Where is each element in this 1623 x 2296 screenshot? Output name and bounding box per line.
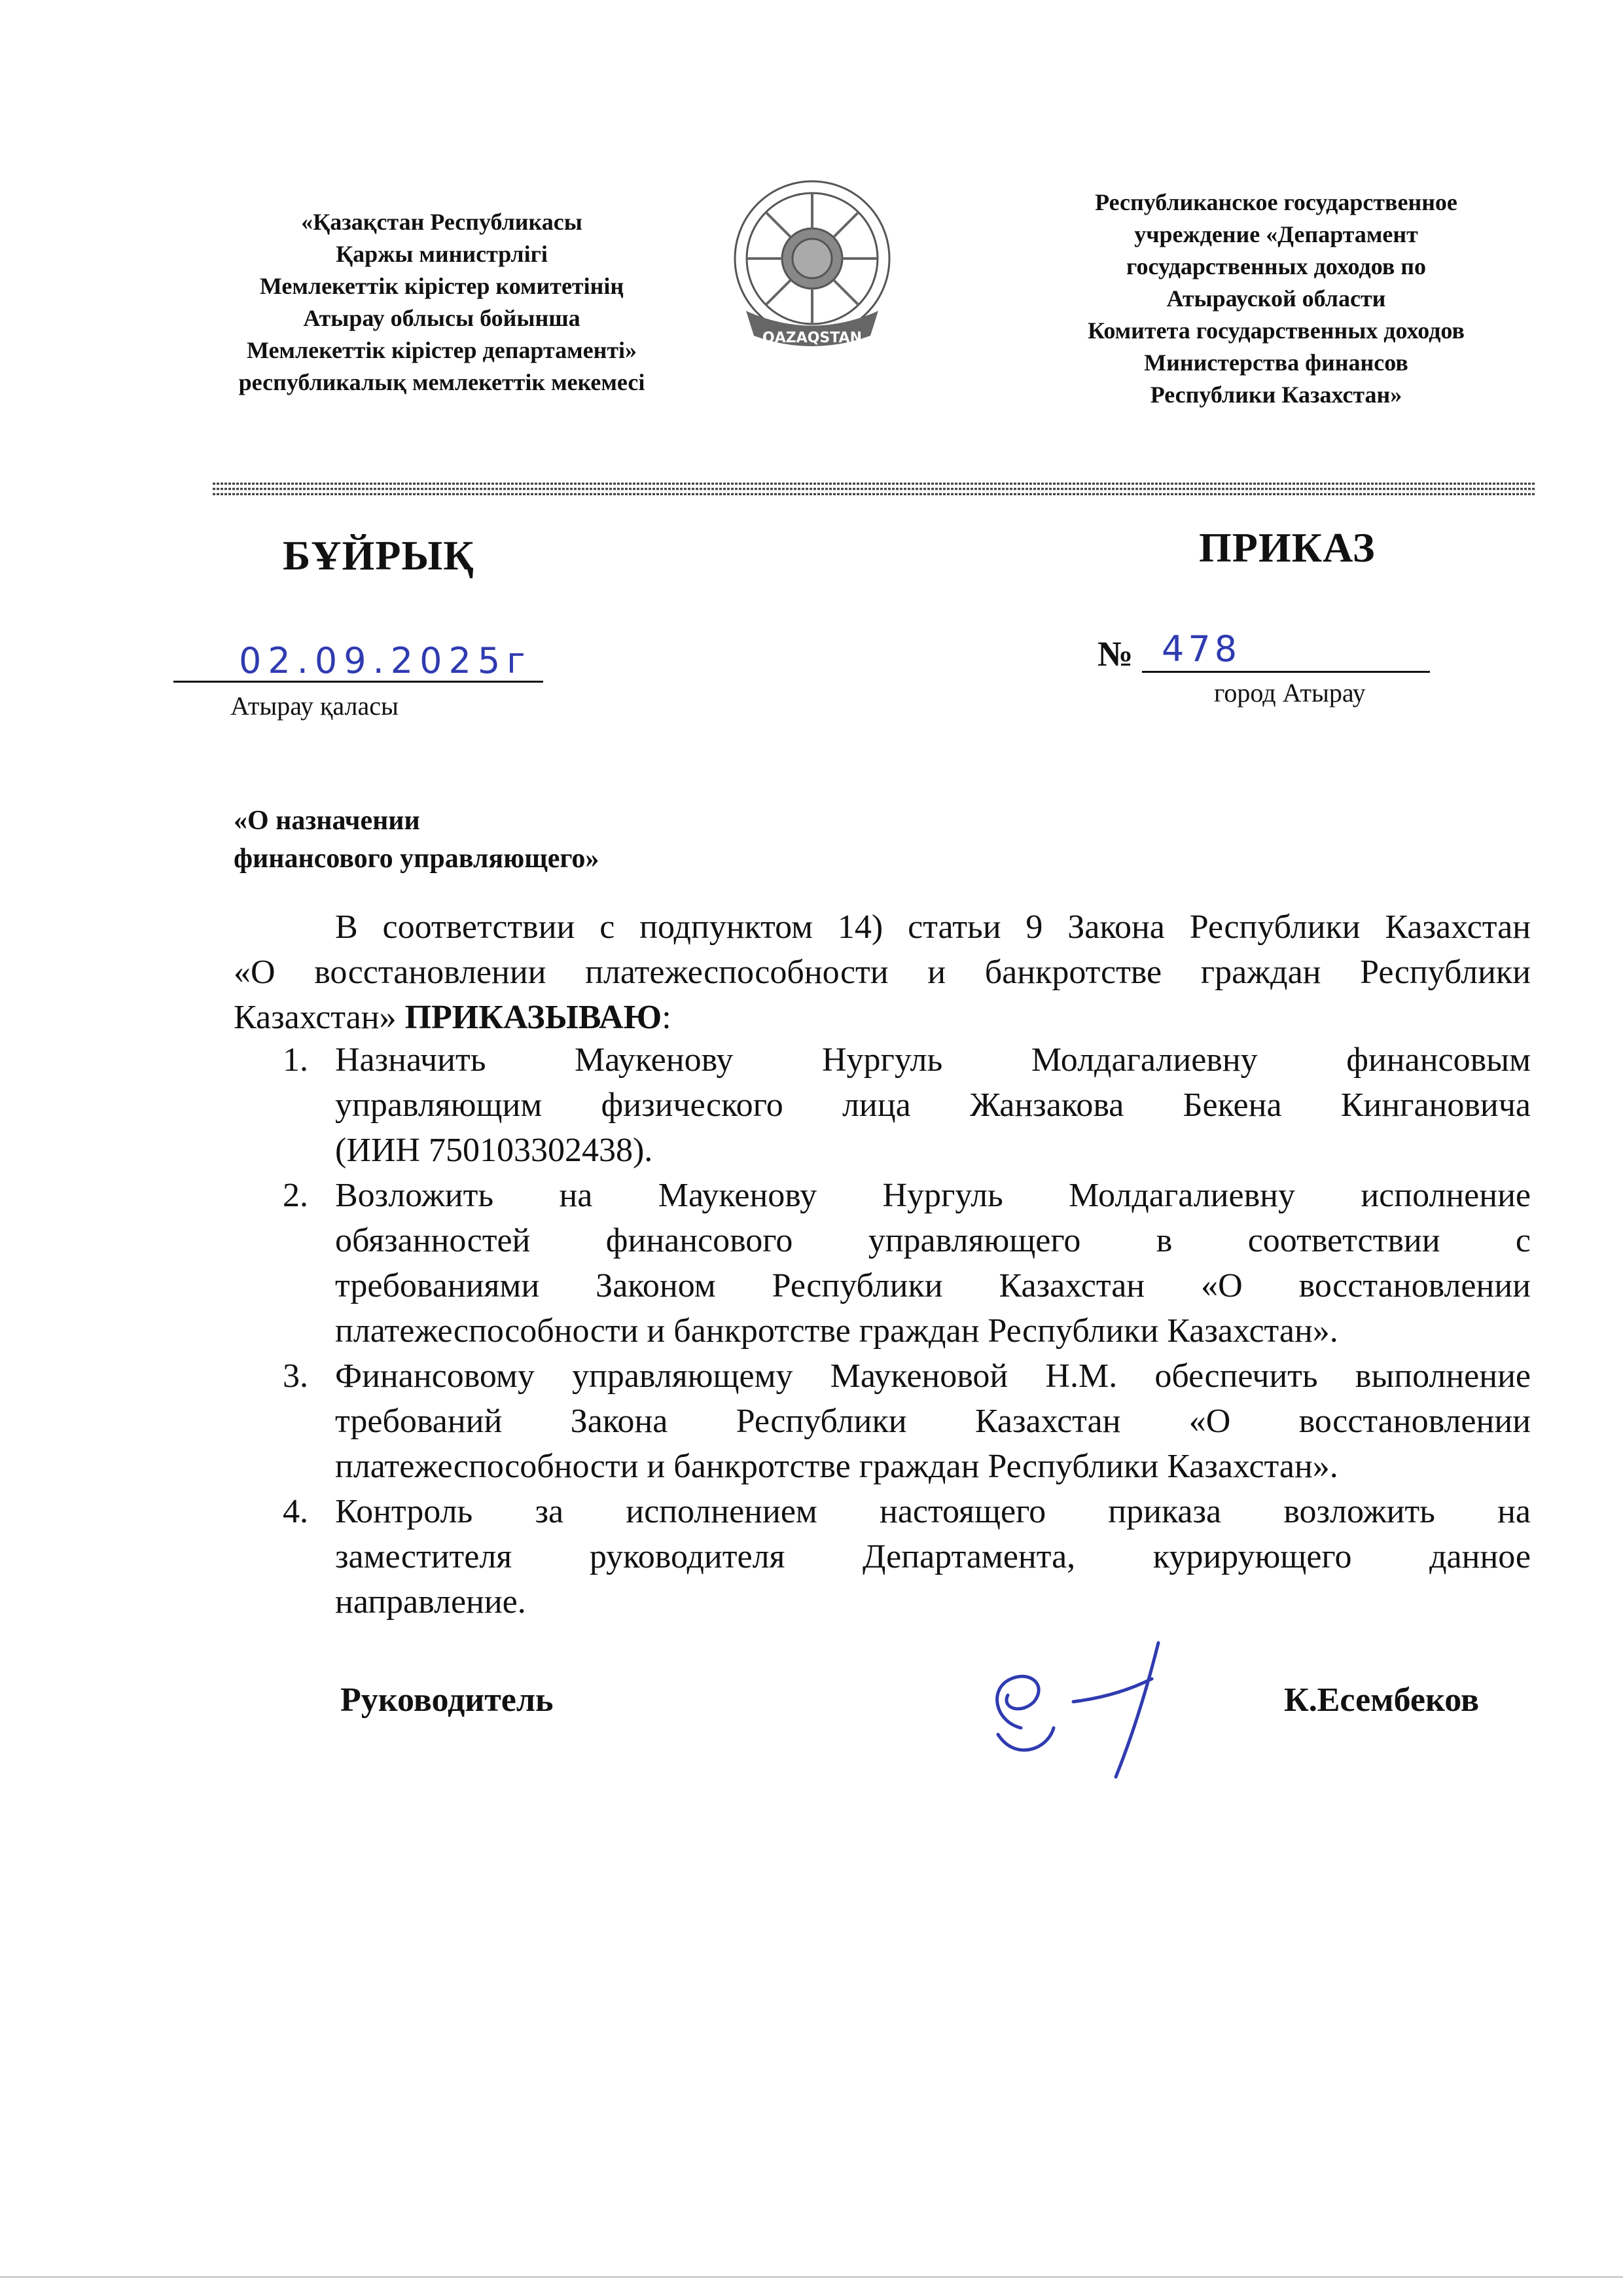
item-number: 2. <box>283 1177 308 1214</box>
header-right-line: Республиканское государственное <box>1095 189 1457 215</box>
item-line: Контроль за исполнением настоящего приказа возложить на <box>335 1493 1531 1530</box>
list-item <box>234 1037 1531 1173</box>
header-divider <box>213 481 1535 501</box>
title-kazakh: БҰЙРЫҚ <box>283 532 474 579</box>
date-underline <box>173 681 543 683</box>
title-russian: ПРИКАЗ <box>1199 524 1376 571</box>
subject-line: финансового управляющего» <box>234 844 599 874</box>
header-left-block <box>196 206 687 399</box>
page-edge-line <box>0 2276 1623 2278</box>
item-line: Финансовому управляющему Маукеновой Н.М. обеспечить выполнение <box>335 1357 1531 1395</box>
item-line: Назначить Маукенову Нургуль Молдагалиевну финансовым <box>335 1041 1531 1079</box>
emblem-label: QAZAQSTAN <box>762 330 862 346</box>
header-right-line: государственных доходов по <box>1126 253 1426 279</box>
city-kazakh: Атырау қаласы <box>230 691 399 721</box>
item-line: (ИИН 750103302438). <box>335 1132 653 1169</box>
subject-line: «О назначении <box>234 806 420 836</box>
item-line: заместителя руководителя Департамента, курирующего данное <box>335 1538 1531 1575</box>
header-left-line: «Қазақстан Республикасы <box>301 209 582 235</box>
header-right-line: Министерства финансов <box>1144 350 1408 376</box>
handwritten-date: 02.09.2025г <box>239 640 532 681</box>
order-items <box>234 1037 1531 1624</box>
header-right-line: Атырауской области <box>1166 285 1386 312</box>
header-left-line: республикалық мемлекеттік мекемесі <box>238 369 645 395</box>
number-sign: № <box>1097 634 1133 673</box>
item-line: требованиями Законом Республики Казахстан «О восстановлении <box>335 1267 1531 1304</box>
header-left-line: Атырау облысы бойынша <box>303 305 580 331</box>
item-line: платежеспособности и банкротстве граждан Республики Казахстан». <box>335 1448 1338 1485</box>
order-colon: : <box>662 999 671 1036</box>
item-line: требований Закона Республики Казахстан «О восстановлении <box>335 1403 1531 1440</box>
header-left-line: Мемлекеттік кірістер комитетінің <box>259 273 624 299</box>
header-left-line: Мемлекеттік кірістер департаменті» <box>246 337 637 363</box>
item-line: обязанностей финансового управляющего в соответствии с <box>335 1222 1531 1259</box>
signatory-role: Руководитель <box>340 1681 554 1719</box>
order-subject <box>234 802 599 878</box>
item-number: 4. <box>283 1493 308 1530</box>
header-right-line: Республики Казахстан» <box>1150 382 1402 408</box>
city-russian: город Атырау <box>1214 678 1366 708</box>
header-right-block <box>1027 187 1525 411</box>
intro-line: «О восстановлении платежеспособности и банкротстве граждан Республики <box>234 954 1531 991</box>
item-line: управляющим физического лица Жанзакова Бекена Кингановича <box>335 1086 1531 1124</box>
handwritten-number: 478 <box>1162 628 1241 670</box>
intro-paragraph <box>234 905 1531 1040</box>
order-word: ПРИКАЗЫВАЮ <box>404 999 662 1036</box>
intro-line-last <box>234 995 1531 1040</box>
item-number: 1. <box>283 1041 308 1079</box>
signatory-name: К.Есембеков <box>1284 1681 1480 1719</box>
list-item <box>234 1489 1531 1624</box>
intro-line: В соответствии с подпунктом 14) статьи 9 Закона Республики Казахстан <box>335 908 1531 946</box>
intro-line-text: Казахстан» <box>234 999 397 1036</box>
item-line: направление. <box>335 1583 526 1621</box>
list-item <box>234 1173 1531 1354</box>
number-underline <box>1142 671 1430 673</box>
state-emblem-icon <box>726 160 898 403</box>
item-line: Возложить на Маукенову Нургуль Молдагалиевну исполнение <box>335 1177 1531 1214</box>
item-line: платежеспособности и банкротстве граждан Республики Казахстан». <box>335 1312 1338 1350</box>
item-number: 3. <box>283 1357 308 1395</box>
header-right-line: Комитета государственных доходов <box>1088 317 1465 344</box>
header-left-line: Қаржы министрлігі <box>336 241 548 267</box>
handwritten-signature <box>975 1630 1211 1780</box>
list-item <box>234 1354 1531 1489</box>
header-right-line: учреждение «Департамент <box>1134 221 1418 247</box>
